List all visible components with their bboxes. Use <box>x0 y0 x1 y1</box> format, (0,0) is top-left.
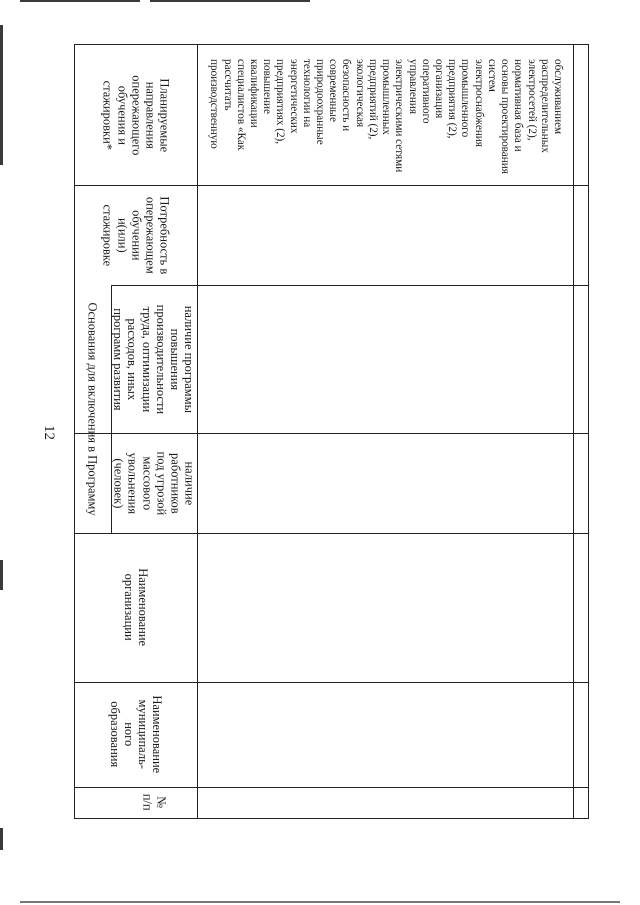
scan-edge-mark <box>20 0 140 2</box>
program-table <box>74 44 589 819</box>
header-municipality-text: Наименование муниципаль- ного образования <box>107 695 165 774</box>
header-basis-workers-text: наличие работников под угрозой массового увольнения (человек) <box>111 451 197 515</box>
table-divider <box>573 45 574 818</box>
header-need-text: Потребность в опережающем обучении и(или) стажировке <box>100 196 172 274</box>
scan-edge-mark <box>150 0 310 2</box>
header-cell-directions <box>75 45 197 185</box>
scan-edge-mark <box>20 901 620 903</box>
header-directions-text: Планируемые направления опережающего обучения и стажировки* <box>100 74 172 156</box>
scan-edge-mark <box>0 25 3 165</box>
row-cell-directions <box>197 47 573 185</box>
row-directions-text: обслуживанием распределительных электросетей (2), нормативная база и основы проектирования систем электроснабжения промышленного предприятия (2), организация оперативного управления электрическими сетями промышленных предприятий (2), экологическая безопасность и современные природоохранные технологии на энергетических предприятиях (2), повышение квалификации специалистов «Как рассчитать производственную <box>207 58 564 174</box>
header-cell-basis-group <box>75 285 111 533</box>
header-organization-text: Наименование организации <box>122 568 151 647</box>
header-basis-programs-text: наличие программы повышения производительности труда, оптимизации расходов, иных программ развития <box>111 304 197 414</box>
scan-edge-mark <box>0 560 3 590</box>
header-cell-num <box>111 787 197 818</box>
header-cell-basis-workers <box>111 433 197 533</box>
header-num-text: № п/п <box>139 794 169 811</box>
header-cell-basis-programs <box>111 285 197 433</box>
scan-edge-mark <box>0 828 3 850</box>
header-cell-need <box>75 185 197 285</box>
page-number-text: 12 <box>40 424 57 440</box>
header-cell-municipality <box>75 682 197 787</box>
header-cell-organization <box>75 533 197 682</box>
page-number <box>38 412 58 452</box>
header-basis-group-text: Основания для включения в Программу <box>86 302 101 516</box>
